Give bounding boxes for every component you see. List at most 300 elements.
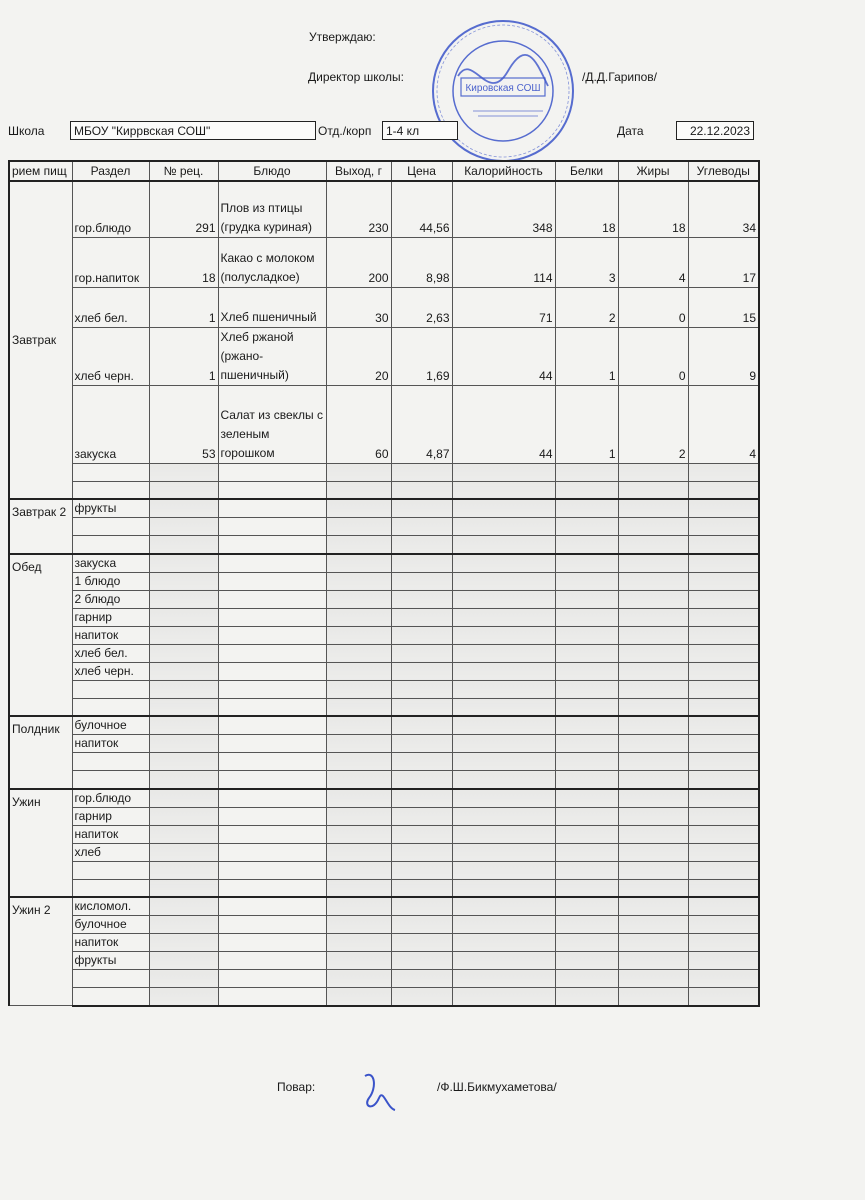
- fat-cell: 2: [618, 385, 688, 463]
- section-cell: гор.напиток: [72, 237, 149, 287]
- table-row: [9, 181, 759, 237]
- recipe-cell: [149, 807, 218, 825]
- dish-cell: [218, 916, 326, 934]
- calories-cell: 44: [452, 385, 555, 463]
- dish-cell: [218, 662, 326, 680]
- section-cell: фрукты: [72, 952, 149, 970]
- carbs-cell: [688, 554, 759, 573]
- calories-cell: [452, 716, 555, 735]
- price-cell: [391, 861, 452, 879]
- calories-cell: [452, 789, 555, 808]
- column-header: Цена: [391, 161, 452, 181]
- yield-cell: [326, 716, 391, 735]
- table-row: [9, 879, 759, 897]
- stamp-text: Кировская СОШ: [465, 83, 541, 94]
- recipe-cell: [149, 916, 218, 934]
- table-row: [9, 698, 759, 716]
- section-cell: 2 блюдо: [72, 590, 149, 608]
- dish-cell: [218, 536, 326, 554]
- recipe-cell: [149, 463, 218, 481]
- carbs-cell: [688, 536, 759, 554]
- recipe-cell: [149, 499, 218, 518]
- recipe-cell: [149, 662, 218, 680]
- yield-cell: [326, 861, 391, 879]
- fat-cell: 18: [618, 181, 688, 237]
- price-cell: [391, 789, 452, 808]
- recipe-cell: [149, 771, 218, 789]
- carbs-cell: 4: [688, 385, 759, 463]
- carbs-cell: [688, 499, 759, 518]
- column-header: № рец.: [149, 161, 218, 181]
- protein-cell: [555, 897, 618, 916]
- price-cell: [391, 735, 452, 753]
- carbs-cell: [688, 735, 759, 753]
- fat-cell: [618, 735, 688, 753]
- price-cell: [391, 662, 452, 680]
- calories-cell: [452, 771, 555, 789]
- fat-cell: 0: [618, 287, 688, 327]
- table-row: [9, 518, 759, 536]
- price-cell: 1,69: [391, 327, 452, 385]
- director-name: /Д.Д.Гарипов/: [582, 70, 658, 84]
- recipe-cell: [149, 861, 218, 879]
- fat-cell: [618, 970, 688, 988]
- calories-cell: [452, 698, 555, 716]
- dish-cell: [218, 716, 326, 735]
- protein-cell: [555, 861, 618, 879]
- calories-cell: [452, 499, 555, 518]
- price-cell: [391, 644, 452, 662]
- section-cell: [72, 988, 149, 1006]
- table-row: [9, 237, 759, 287]
- recipe-cell: 1: [149, 327, 218, 385]
- carbs-cell: [688, 916, 759, 934]
- recipe-cell: [149, 536, 218, 554]
- table-row: [9, 481, 759, 499]
- price-cell: [391, 916, 452, 934]
- dish-cell: [218, 843, 326, 861]
- section-cell: булочное: [72, 916, 149, 934]
- dish-cell: [218, 753, 326, 771]
- fat-cell: [618, 662, 688, 680]
- protein-cell: [555, 626, 618, 644]
- fat-cell: 0: [618, 327, 688, 385]
- calories-cell: [452, 680, 555, 698]
- cook-signature: [355, 1068, 405, 1118]
- calories-cell: 114: [452, 237, 555, 287]
- cook-name: /Ф.Ш.Бикмухаметова/: [437, 1080, 557, 1094]
- protein-cell: [555, 988, 618, 1006]
- yield-cell: [326, 843, 391, 861]
- table-row: [9, 916, 759, 934]
- calories-cell: [452, 554, 555, 573]
- table-row: [9, 662, 759, 680]
- section-cell: закуска: [72, 385, 149, 463]
- section-cell: напиток: [72, 626, 149, 644]
- carbs-cell: [688, 970, 759, 988]
- price-cell: [391, 897, 452, 916]
- dish-cell: [218, 807, 326, 825]
- protein-cell: [555, 608, 618, 626]
- protein-cell: [555, 807, 618, 825]
- dish-cell: Салат из свеклы с зеленым горошком: [218, 385, 326, 463]
- protein-cell: [555, 934, 618, 952]
- calories-cell: [452, 608, 555, 626]
- yield-cell: [326, 753, 391, 771]
- protein-cell: 18: [555, 181, 618, 237]
- fat-cell: [618, 626, 688, 644]
- section-cell: хлеб бел.: [72, 287, 149, 327]
- section-cell: гор.блюдо: [72, 181, 149, 237]
- recipe-cell: 53: [149, 385, 218, 463]
- calories-cell: 71: [452, 287, 555, 327]
- table-header-row: [9, 161, 759, 181]
- protein-cell: [555, 825, 618, 843]
- section-cell: [72, 879, 149, 897]
- calories-cell: [452, 463, 555, 481]
- price-cell: [391, 608, 452, 626]
- price-cell: [391, 572, 452, 590]
- dish-cell: [218, 789, 326, 808]
- calories-cell: [452, 934, 555, 952]
- calories-cell: [452, 481, 555, 499]
- price-cell: [391, 879, 452, 897]
- table-row: [9, 463, 759, 481]
- carbs-cell: 9: [688, 327, 759, 385]
- table-row: [9, 680, 759, 698]
- fat-cell: [618, 934, 688, 952]
- calories-cell: [452, 572, 555, 590]
- table-row: [9, 789, 759, 808]
- section-cell: [72, 680, 149, 698]
- calories-cell: [452, 916, 555, 934]
- carbs-cell: [688, 644, 759, 662]
- recipe-cell: [149, 716, 218, 735]
- dish-cell: [218, 572, 326, 590]
- yield-cell: [326, 680, 391, 698]
- dish-cell: [218, 481, 326, 499]
- price-cell: [391, 554, 452, 573]
- table-row: [9, 572, 759, 590]
- calories-cell: [452, 861, 555, 879]
- yield-cell: [326, 952, 391, 970]
- dish-cell: [218, 499, 326, 518]
- fat-cell: [618, 608, 688, 626]
- calories-cell: [452, 662, 555, 680]
- protein-cell: [555, 463, 618, 481]
- carbs-cell: [688, 825, 759, 843]
- table-row: [9, 843, 759, 861]
- carbs-cell: [688, 897, 759, 916]
- protein-cell: [555, 789, 618, 808]
- carbs-cell: [688, 572, 759, 590]
- fat-cell: [618, 716, 688, 735]
- carbs-cell: [688, 861, 759, 879]
- protein-cell: 1: [555, 327, 618, 385]
- calories-cell: [452, 879, 555, 897]
- calories-cell: [452, 536, 555, 554]
- carbs-cell: [688, 662, 759, 680]
- calories-cell: [452, 825, 555, 843]
- recipe-cell: 18: [149, 237, 218, 287]
- yield-cell: [326, 879, 391, 897]
- protein-cell: [555, 771, 618, 789]
- fat-cell: [618, 753, 688, 771]
- carbs-cell: [688, 481, 759, 499]
- price-cell: 4,87: [391, 385, 452, 463]
- yield-cell: 200: [326, 237, 391, 287]
- school-stamp: [428, 16, 578, 166]
- dish-cell: [218, 861, 326, 879]
- fat-cell: [618, 879, 688, 897]
- table-row: [9, 970, 759, 988]
- protein-cell: [555, 680, 618, 698]
- carbs-cell: [688, 463, 759, 481]
- dept-label: Отд./корп: [318, 124, 372, 138]
- section-cell: [72, 753, 149, 771]
- price-cell: 8,98: [391, 237, 452, 287]
- recipe-cell: [149, 789, 218, 808]
- fat-cell: [618, 590, 688, 608]
- dish-cell: [218, 897, 326, 916]
- approve-label: Утверждаю:: [309, 30, 376, 44]
- fat-cell: [618, 952, 688, 970]
- yield-cell: [326, 590, 391, 608]
- column-header: Выход, г: [326, 161, 391, 181]
- carbs-cell: [688, 716, 759, 735]
- yield-cell: [326, 807, 391, 825]
- yield-cell: [326, 608, 391, 626]
- carbs-cell: [688, 590, 759, 608]
- section-cell: гарнир: [72, 608, 149, 626]
- protein-cell: [555, 481, 618, 499]
- fat-cell: [618, 680, 688, 698]
- table-row: [9, 716, 759, 735]
- fat-cell: [618, 771, 688, 789]
- table-row: [9, 897, 759, 916]
- calories-cell: [452, 644, 555, 662]
- price-cell: [391, 626, 452, 644]
- recipe-cell: [149, 590, 218, 608]
- calories-cell: 44: [452, 327, 555, 385]
- dish-cell: [218, 735, 326, 753]
- carbs-cell: [688, 753, 759, 771]
- price-cell: [391, 988, 452, 1006]
- column-header: Углеводы: [688, 161, 759, 181]
- dish-cell: [218, 680, 326, 698]
- price-cell: [391, 481, 452, 499]
- table-row: [9, 644, 759, 662]
- carbs-cell: [688, 518, 759, 536]
- table-row: [9, 952, 759, 970]
- section-cell: [72, 771, 149, 789]
- protein-cell: [555, 644, 618, 662]
- dish-cell: [218, 988, 326, 1006]
- yield-cell: [326, 771, 391, 789]
- dish-cell: [218, 590, 326, 608]
- calories-cell: [452, 753, 555, 771]
- calories-cell: [452, 626, 555, 644]
- protein-cell: [555, 753, 618, 771]
- protein-cell: [555, 499, 618, 518]
- price-cell: [391, 970, 452, 988]
- price-cell: [391, 807, 452, 825]
- fat-cell: [618, 916, 688, 934]
- carbs-cell: 15: [688, 287, 759, 327]
- yield-cell: [326, 897, 391, 916]
- dish-cell: Плов из птицы (грудка куриная): [218, 181, 326, 237]
- section-cell: хлеб черн.: [72, 662, 149, 680]
- section-cell: [72, 518, 149, 536]
- yield-cell: 20: [326, 327, 391, 385]
- carbs-cell: [688, 879, 759, 897]
- table-row: [9, 327, 759, 385]
- protein-cell: [555, 716, 618, 735]
- table-row: [9, 753, 759, 771]
- yield-cell: [326, 499, 391, 518]
- protein-cell: [555, 698, 618, 716]
- price-cell: 44,56: [391, 181, 452, 237]
- price-cell: [391, 934, 452, 952]
- dish-cell: [218, 698, 326, 716]
- column-header: Белки: [555, 161, 618, 181]
- table-row: [9, 934, 759, 952]
- protein-cell: 3: [555, 237, 618, 287]
- table-row: [9, 287, 759, 327]
- carbs-cell: [688, 952, 759, 970]
- dish-cell: [218, 952, 326, 970]
- protein-cell: [555, 952, 618, 970]
- fat-cell: [618, 897, 688, 916]
- table-row: [9, 554, 759, 573]
- yield-cell: 60: [326, 385, 391, 463]
- table-row: [9, 771, 759, 789]
- column-header: Блюдо: [218, 161, 326, 181]
- recipe-cell: [149, 825, 218, 843]
- dish-cell: Хлеб ржаной (ржано-пшеничный): [218, 327, 326, 385]
- price-cell: 2,63: [391, 287, 452, 327]
- price-cell: [391, 536, 452, 554]
- protein-cell: [555, 843, 618, 861]
- yield-cell: [326, 626, 391, 644]
- carbs-cell: 34: [688, 181, 759, 237]
- price-cell: [391, 952, 452, 970]
- carbs-cell: [688, 988, 759, 1006]
- recipe-cell: [149, 753, 218, 771]
- dish-cell: [218, 554, 326, 573]
- yield-cell: [326, 481, 391, 499]
- carbs-cell: [688, 608, 759, 626]
- protein-cell: [555, 518, 618, 536]
- price-cell: [391, 753, 452, 771]
- director-label: Директор школы:: [308, 70, 404, 84]
- school-label: Школа: [8, 124, 45, 138]
- price-cell: [391, 698, 452, 716]
- yield-cell: [326, 463, 391, 481]
- table-row: [9, 807, 759, 825]
- section-cell: фрукты: [72, 499, 149, 518]
- yield-cell: [326, 735, 391, 753]
- section-cell: [72, 481, 149, 499]
- calories-cell: [452, 952, 555, 970]
- protein-cell: [555, 970, 618, 988]
- table-row: [9, 988, 759, 1006]
- dish-cell: [218, 825, 326, 843]
- recipe-cell: [149, 481, 218, 499]
- recipe-cell: [149, 518, 218, 536]
- school-field: МБОУ "Киррвская СОШ": [70, 121, 316, 140]
- price-cell: [391, 499, 452, 518]
- recipe-cell: 1: [149, 287, 218, 327]
- carbs-cell: [688, 807, 759, 825]
- table-row: [9, 385, 759, 463]
- carbs-cell: [688, 934, 759, 952]
- recipe-cell: [149, 608, 218, 626]
- fat-cell: [618, 861, 688, 879]
- table-row: [9, 735, 759, 753]
- fat-cell: [618, 518, 688, 536]
- recipe-cell: [149, 897, 218, 916]
- yield-cell: [326, 916, 391, 934]
- recipe-cell: [149, 626, 218, 644]
- fat-cell: [618, 481, 688, 499]
- fat-cell: [618, 789, 688, 808]
- dish-cell: [218, 626, 326, 644]
- calories-cell: [452, 807, 555, 825]
- protein-cell: [555, 662, 618, 680]
- dept-field: 1-4 кл: [382, 121, 458, 140]
- section-cell: напиток: [72, 934, 149, 952]
- meal-name: Завтрак 2: [9, 499, 72, 554]
- recipe-cell: [149, 843, 218, 861]
- price-cell: [391, 680, 452, 698]
- section-cell: хлеб черн.: [72, 327, 149, 385]
- fat-cell: [618, 536, 688, 554]
- section-cell: булочное: [72, 716, 149, 735]
- yield-cell: 230: [326, 181, 391, 237]
- recipe-cell: [149, 644, 218, 662]
- dish-cell: [218, 463, 326, 481]
- fat-cell: [618, 698, 688, 716]
- protein-cell: 1: [555, 385, 618, 463]
- yield-cell: 30: [326, 287, 391, 327]
- protein-cell: [555, 916, 618, 934]
- table-row: [9, 536, 759, 554]
- yield-cell: [326, 970, 391, 988]
- recipe-cell: [149, 952, 218, 970]
- protein-cell: [555, 554, 618, 573]
- carbs-cell: [688, 843, 759, 861]
- menu-table: [8, 160, 760, 1007]
- protein-cell: [555, 879, 618, 897]
- calories-cell: [452, 988, 555, 1006]
- meal-name: Обед: [9, 554, 72, 717]
- yield-cell: [326, 698, 391, 716]
- carbs-cell: [688, 771, 759, 789]
- price-cell: [391, 463, 452, 481]
- fat-cell: [618, 807, 688, 825]
- price-cell: [391, 771, 452, 789]
- dish-cell: [218, 644, 326, 662]
- table-row: [9, 608, 759, 626]
- protein-cell: [555, 536, 618, 554]
- dish-cell: [218, 934, 326, 952]
- yield-cell: [326, 825, 391, 843]
- column-header: Калорийность: [452, 161, 555, 181]
- price-cell: [391, 716, 452, 735]
- yield-cell: [326, 789, 391, 808]
- recipe-cell: [149, 698, 218, 716]
